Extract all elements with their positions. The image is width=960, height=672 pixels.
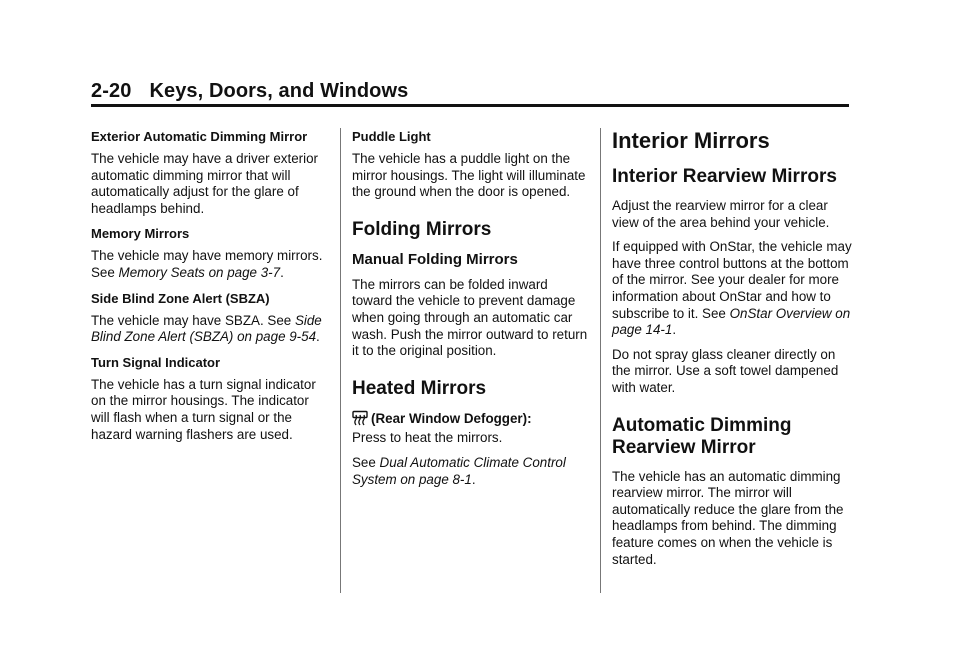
text: . (672, 322, 677, 338)
column-middle (352, 128, 588, 496)
paragraph: The mirrors can be folded inward toward the vehicle to prevent damage when going through an automatic car wash. Push the mirror outward to return it to the original position. (352, 276, 588, 359)
heading-auto-dimming: Automatic Dimming Rearview Mirror (612, 414, 792, 458)
defogger-label: (Rear Window Defogger): (371, 410, 532, 426)
text: Press to heat the mirrors. (352, 430, 503, 446)
paragraph: The vehicle has a turn signal indicator on the mirror housings. The indicator will flash when a turn signal or the hazard warning flashers are used. (91, 376, 316, 442)
cross-reference-link[interactable]: OnStar Overview on page 14-1 (612, 305, 851, 338)
cross-reference-link[interactable]: Side Blind Zone Alert (SBZA) on page 9-54 (91, 312, 322, 345)
paragraph: The vehicle has an automatic dimming rearview mirror. The mirror will automatically reduce the glare from the headlamps from behind. The dimming feature comes on when the vehicle is started. (612, 468, 844, 567)
text: . (280, 264, 284, 280)
page-header (91, 80, 408, 103)
heading-interior-mirrors: Interior Mirrors (612, 128, 770, 153)
paragraph (352, 455, 588, 488)
page-number: 2-20 (91, 80, 132, 102)
text: If equipped with OnStar, the vehicle may have three control buttons at the bottom of the mirror. See your dealer for more information about OnStar and how to subscribe to it. See (612, 239, 852, 321)
heading-heated-mirrors: Heated Mirrors (352, 377, 487, 399)
heading-folding-mirrors: Folding Mirrors (352, 218, 492, 240)
text: The vehicle may have memory mirrors. See (91, 248, 323, 280)
cross-reference-link[interactable]: Dual Automatic Climate Control System on page 8-1 (352, 454, 566, 487)
paragraph: The vehicle may have a driver exterior automatic dimming mirror that will automatically adjust for the glare of headlamps behind. (91, 151, 318, 216)
text: See (352, 454, 380, 470)
paragraph (91, 248, 331, 281)
cross-reference-link[interactable]: Memory Seats on page 3-7 (118, 264, 281, 280)
paragraph: Do not spray glass cleaner directly on the mirror. Use a soft towel dampened with water. (612, 346, 839, 395)
column-right (612, 128, 852, 576)
column-divider (600, 128, 601, 593)
column-left (91, 128, 331, 451)
text: The vehicle may have SBZA. See (91, 312, 295, 328)
rear-window-defogger-icon (352, 410, 368, 431)
column-divider (340, 128, 341, 593)
subheading-memory-mirrors: Memory Mirrors (91, 226, 190, 242)
section-title: Keys, Doors, and Windows (149, 80, 409, 102)
subheading-puddle-light: Puddle Light (352, 129, 431, 144)
heading-interior-rearview: Interior Rearview Mirrors (612, 166, 837, 187)
subheading-sbza: Side Blind Zone Alert (SBZA) (91, 290, 270, 306)
heading-manual-folding: Manual Folding Mirrors (352, 250, 518, 268)
paragraph: Adjust the rearview mirror for a clear view of the area behind your vehicle. (612, 198, 830, 230)
paragraph: The vehicle has a puddle light on the mirror housings. The light will illuminate the ground when the door is opened. (352, 151, 586, 200)
page-heading (91, 80, 408, 103)
text: . (471, 471, 476, 487)
paragraph (352, 410, 588, 447)
subheading-turn-signal: Turn Signal Indicator (91, 354, 221, 370)
paragraph (91, 313, 331, 346)
header-rule (91, 104, 849, 107)
subheading-exterior-dimming: Exterior Automatic Dimming Mirror (91, 129, 308, 144)
paragraph (612, 239, 852, 339)
text: . (316, 329, 320, 345)
